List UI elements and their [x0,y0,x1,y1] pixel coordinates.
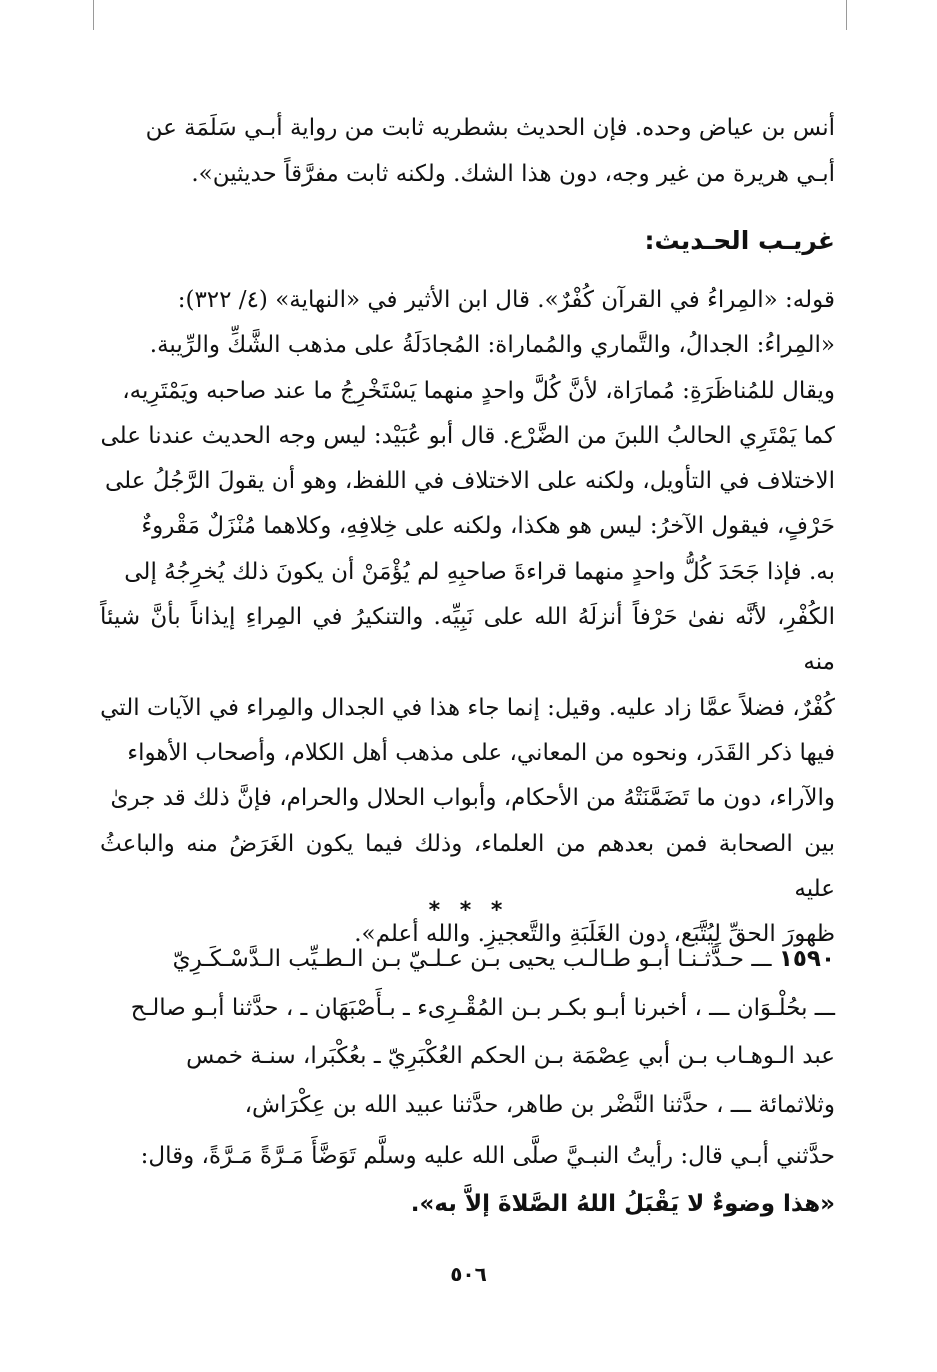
text-line: حَرْفٍ، فيقول الآخرُ: ليس هو هكذا، ولكنه على خِلافِهِ، وكلاهما مُنْزَلٌ مَقْروءٌ [141,513,835,540]
text-line: أبـي هريرة من غير وجه، دون هذا الشك. ولكنه ثابت مفرَّقاً حديثين». [191,161,835,187]
gharib-paragraph [100,278,835,957]
text-line: حدَّثني أبـي قال: رأيتُ النبـيَّ صلَّى الله عليه وسلَّم تَوَضَّأَ مَـرَّةً مَـرَّةً، وقال: [140,1143,835,1169]
hadith-matn-quote: «هذا وضوءٌ لا يَقْبَلُ اللهُ الصَّلاةَ إلاَّ به». [410,1191,835,1217]
hadith-paragraph [100,935,835,1129]
text-line: قوله: «المِراءُ في القرآن كُفْرٌ». قال ابن الأثير في «النهاية» (٤/ ٣٢٢): [177,287,835,313]
hadith-isnad-text: ـــ حـدَّثـنـا أبـو طـالـب يحيى بـن عـلـيّ بـن الـطـيِّب الـدَّسْـكَـرِيّ [172,946,772,972]
scan-edge-mark [93,0,94,30]
text-line: به. فإذا جَحَدَ كُلُّ واحدٍ منهما قراءةَ صاحبِهِ لم يُؤْمَنْ أن يكونَ ذلك يُخرِجُهُ إلى [124,558,835,585]
text-line [100,935,835,984]
intro-paragraph [100,105,835,197]
text-line: فيها ذكر القَدَر، ونحوه من المعاني، على مذهب أهل الكلام، وأصحاب الأهواء [127,739,835,766]
text-line: «المِراءُ: الجدالُ، والتَّماري والمُماراة: المُجادَلَةُ على مذهب الشَّكِّ والرِّيبة. [149,332,835,359]
hadith-number: ١٥٩٠ [778,946,835,972]
section-separator: * * * [428,898,509,923]
page-number: ٥٠٦ [450,1262,487,1286]
text-line: والآراء، دون ما تَضَمَّنَتْهُ من الأحكام، وأبواب الحلال والحرام، فإنَّ ذلك قد جرىٰ [110,785,835,812]
scan-edge-mark [846,0,847,30]
text-line: كُفْرٌ، فضلاً عمَّا زاد عليه. وقيل: إنما جاء هذا في الجدال والمِراء في الآيات التي [100,694,835,721]
text-line: ـــ بحُلْـوَان ـــ ، أخبرنا أبـو بكـر بـن المُقْـرِىء ـ بـأَصْبَهَان ـ ، حدَّثنا أبـو صالـح [130,994,835,1021]
text-line: الاختلاف في التأويل، ولكنه على الاختلاف في اللفظ، وهو أن يقولَ الرَّجُلُ على [105,468,835,495]
text-line: بين الصحابة فمن بعدهم من العلماء، وذلك فيما يكون الغَرَضُ منه والباعثُ عليه [100,830,835,902]
text-line: وثلاثمائة ـــ ، حدَّثنا النَّضْر بن طاهر، حدَّثنا عبيد الله بن عِكْرَاش، [244,1091,835,1118]
section-heading: غريـب الحـديث: [644,226,835,255]
text-line: أنس بن عياض وحده. فإن الحديث بشطريه ثابت من رواية أبـي سَلَمَة عن [145,115,835,141]
text-line: ظهورَ الحقِّ لِيُتَّبَع، دون الغَلَبَةِ والتَّعجيزِ. والله أعلم». [354,921,835,948]
hadith-matn-paragraph [100,1132,835,1228]
text-line: كما يَمْتَرِي الحالبُ اللبنَ من الضَّرْع. قال أبو عُبَيْد: ليس وجه الحديث عندنا على [100,422,835,449]
text-line: عبد الـوهـاب بـن أبي عِصْمَة بـن الحكم العُكْبَرِيّ ـ بعُكْبَرا، سنـة خمس [186,1043,835,1069]
text-line: الكُفْرِ، لأنَّه نفىٰ حَرْفاً أنزلَهُ الله على نَبِيِّه. والتنكيرُ في المِراءِ إيذاناً بأنَّ شيئاً منه [100,604,835,676]
text-line: ويقال للمُناظَرَةِ: مُمارَاة، لأنَّ كُلَّ واحدٍ منهما يَسْتَخْرِجُ ما عند صاحبه ويَمْتَرِيه، [122,377,835,404]
